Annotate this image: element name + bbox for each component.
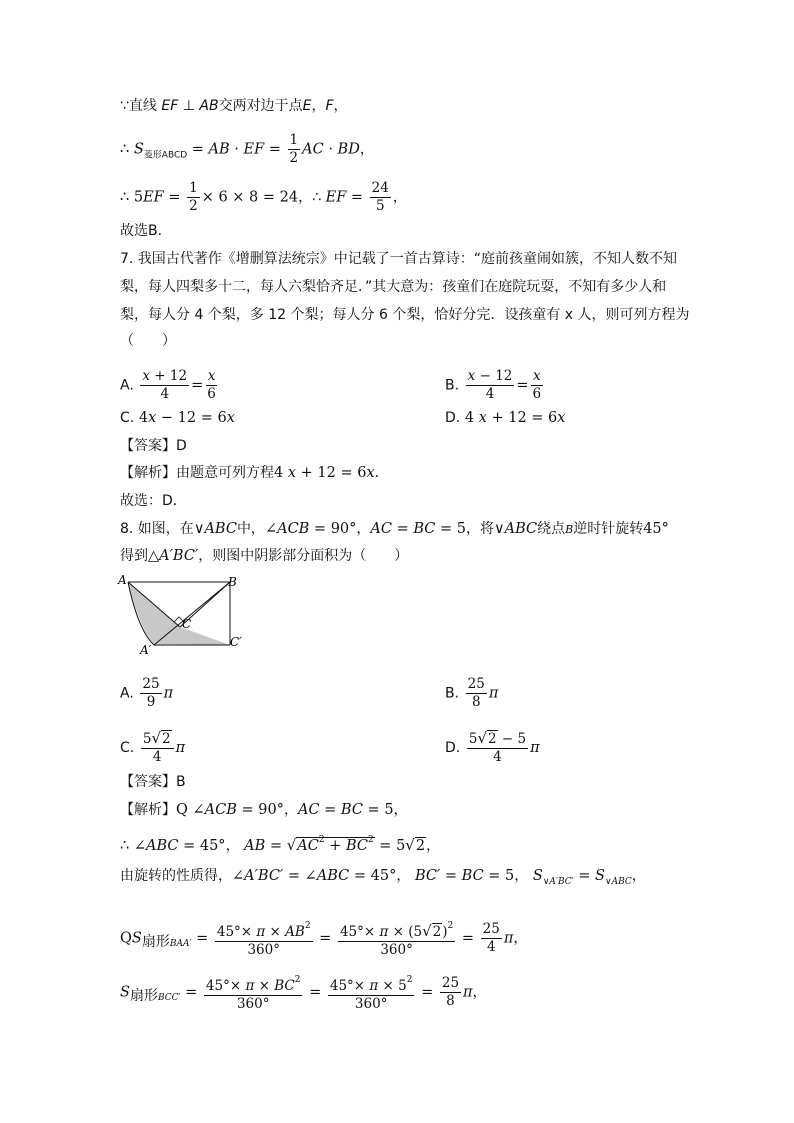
q7-text-2: 梨，每人四梨多十二，每人六梨恰齐足．”其大意为：孩童们在庭院玩耍，不知有多少人和	[120, 279, 667, 295]
q8-analysis-2: ∴ ∠ABC = 45°， AB = $√AC^2 + BC^2 = 5√2$，	[120, 835, 441, 854]
label-a1: A′	[140, 643, 152, 657]
q7-option-b: B. $\frac{x - 12}{4}$ = $\frac{x}{6}$	[445, 368, 542, 402]
q8-analysis-1: 【解析】Q ∠ACB = 90°，AC = BC = 5，	[120, 802, 408, 818]
choose-d: 故选：D．	[120, 493, 187, 509]
label-c1: C′	[230, 635, 242, 649]
q7-option-d: D. 4 x + 12 = 6x	[445, 410, 566, 426]
q8-option-b: B. $\frac{25}{8}$ π	[445, 676, 499, 710]
choose-b-1: 故选B．	[120, 223, 172, 239]
q8-analysis-5: $S_{扇形BCC'}$ = $\frac{45^\circ\times \pi \times BC^2}{360^\circ}$ = $\frac{45^\circ\times \pi \times 5^2}{360^\circ}$ = $\frac{25}{8}$ π，	[120, 972, 487, 1013]
q8-analysis-4: $QS_{扇形BAA'}$ = $\frac{45^\circ\times \pi \times AB^2}{360^\circ}$ = $\frac{45^\circ\times \pi \times (5√2)^2}{360^\circ}$ = $\frac{25}{4}$ π，	[120, 918, 527, 959]
q8-text-1: 8. 如图，在∨ABC中，∠ACB = 90°，AC = BC = 5，将∨ABC绕点B逆时针旋转45°	[120, 521, 669, 537]
rotation-figure	[112, 572, 252, 657]
label-c: C	[182, 617, 192, 631]
line-rhombus-area: ∴ $S_{菱形ABCD}$ = AB · EF = $\frac{1}{2}$ AC · BD，	[120, 132, 374, 166]
fraction: $\frac{1}{2}$	[289, 132, 299, 166]
q7-option-a: A. $\frac{x + 12}{4}$ = $\frac{x}{6}$	[120, 368, 216, 402]
label-b: B	[228, 575, 237, 589]
q8-option-d: D. $\frac{5√2 - 5}{4}$ π	[445, 729, 540, 765]
q7-text-3: 梨，每人分 4 个梨，多 12 个梨；每人分 6 个梨，恰好分完．设孩童有 x 人，则可列方程为	[120, 307, 690, 323]
q7-text-4: （ ）	[120, 333, 176, 349]
q8-analysis-3: 由旋转的性质得，∠A′BC′ = ∠ABC = 45°， BC′ = BC = 5， $S_{\vee A'BC'} = S_{\vee ABC}$，	[120, 868, 646, 887]
label-a: A	[118, 573, 127, 587]
q8-option-c: C. $\frac{5√2}{4}$ π	[120, 729, 186, 765]
line-ef-value: ∴ 5EF = $\frac{1}{2}$ × 6 × 8 = 24，∴ EF = $\frac{24}{5}$ ，	[120, 180, 407, 214]
q7-analysis: 【解析】由题意可列方程4 x + 12 = 6x．	[120, 465, 389, 481]
q7-option-c: C. 4x − 12 = 6x	[120, 410, 235, 426]
line-perpendicular: ∵直线 EF ⊥ AB交两对边于点E，F，	[120, 98, 348, 114]
q7-text-1: 7. 我国古代著作《增删算法统宗》中记载了一首古算诗：“庭前孩童闹如簇，不知人数不知	[120, 251, 678, 267]
q8-answer: 【答案】B	[120, 774, 186, 790]
q8-option-a: A. $\frac{25}{9}$ π	[120, 676, 174, 710]
q7-answer: 【答案】D	[120, 438, 187, 454]
q8-text-2: 得到△A′BC′，则图中阴影部分面积为（ ）	[120, 548, 409, 564]
